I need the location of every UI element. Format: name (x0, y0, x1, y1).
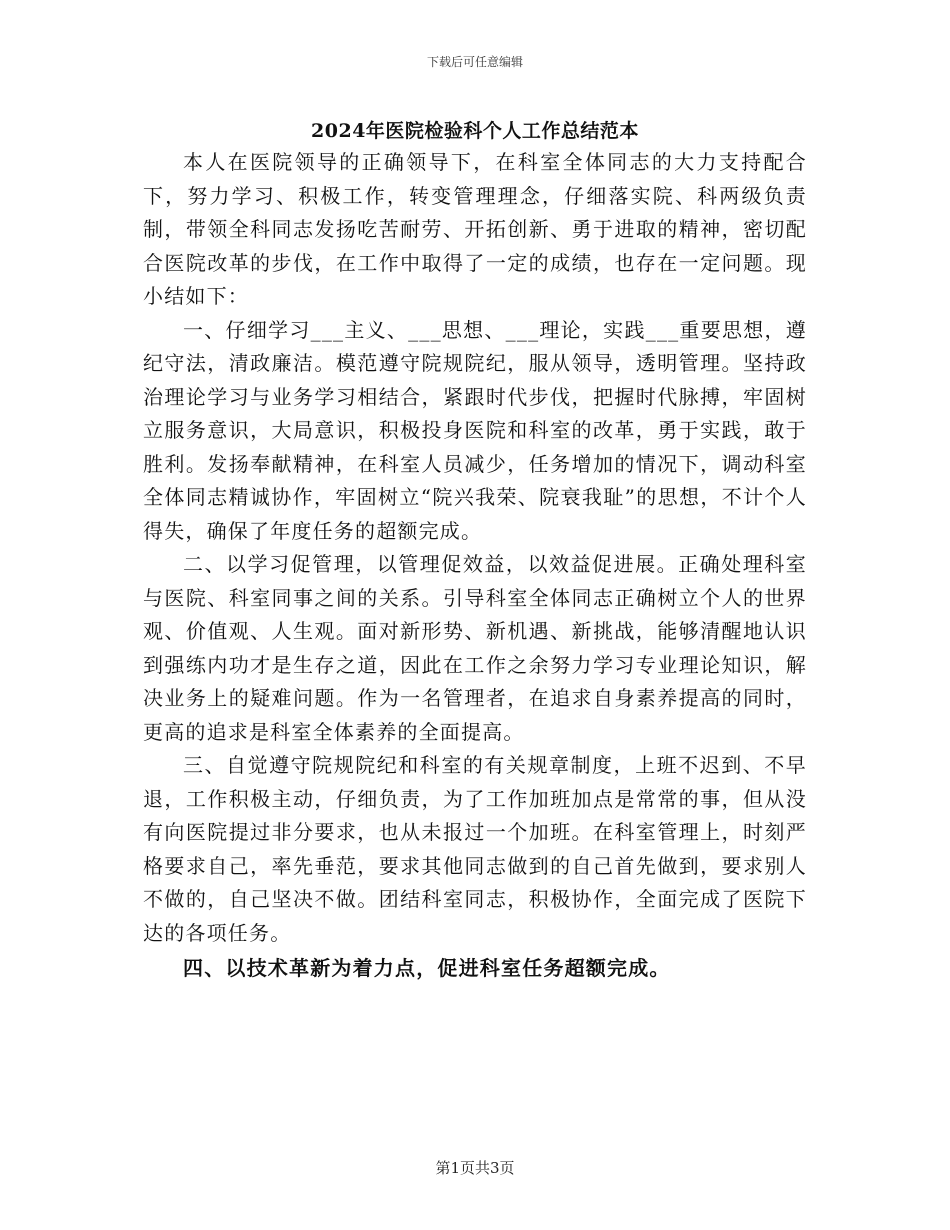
document-title: 2024年医院检验科个人工作总结范本 (311, 120, 639, 142)
section-four-heading: 四、以技术革新为着力点，促进科室任务超额完成。 (183, 956, 671, 980)
document-body (143, 146, 807, 986)
page-number-footer: 第1页共3页 (435, 1159, 515, 1177)
header-note: 下载后可任意编辑 (426, 55, 523, 69)
section-one-paragraph: 一、仔细学习___主义、___思想、___理论，实践___重要思想，遵纪守法，清政廉洁。模范遵守院规院纪，服从领导，透明管理。坚持政治理论学习与业务学习相结合，紧跟时代步伐，把握时代脉搏，牢固树立服务意识，大局意识，积极投身医院和科室的改革，勇于实践，敢于胜利。发扬奉献精神，在科室人员减少，任务增加的情况下，调动科室全体同志精诚协作，牢固树立“院兴我荣、院衰我耻”的思想，不计个人得失，确保了年度任务的超额完成。 (143, 317, 807, 543)
intro-paragraph: 本人在医院领导的正确领导下，在科室全体同志的大力支持配合下，努力学习、积极工作，转变管理理念，仔细落实院、科两级负责制，带领全科同志发扬吃苦耐劳、开拓创新、勇于进取的精神，密切配合医院改革的步伐，在工作中取得了一定的成绩，也存在一定问题。现小结如下： (143, 150, 807, 308)
section-two-paragraph: 二、以学习促管理，以管理促效益，以效益促进展。正确处理科室与医院、科室同事之间的关系。引导科室全体同志正确树立个人的世界观、价值观、人生观。面对新形势、新机遇、新挑战，能够清醒地认识到强练内功才是生存之道，因此在工作之余努力学习专业理论知识，解决业务上的疑难问题。作为一名管理者，在追求自身素养提高的同时，更高的追求是科室全体素养的全面提高。 (143, 552, 807, 744)
section-three-paragraph: 三、自觉遵守院规院纪和科室的有关规章制度，上班不迟到、不早退，工作积极主动，仔细负责，为了工作加班加点是常常的事，但从没有向医院提过非分要求，也从未报过一个加班。在科室管理上，时刻严格要求自己，率先垂范，要求其他同志做到的自己首先做到，要求别人不做的，自己坚决不做。团结科室同志，积极协作，全面完成了医院下达的各项任务。 (143, 753, 807, 945)
